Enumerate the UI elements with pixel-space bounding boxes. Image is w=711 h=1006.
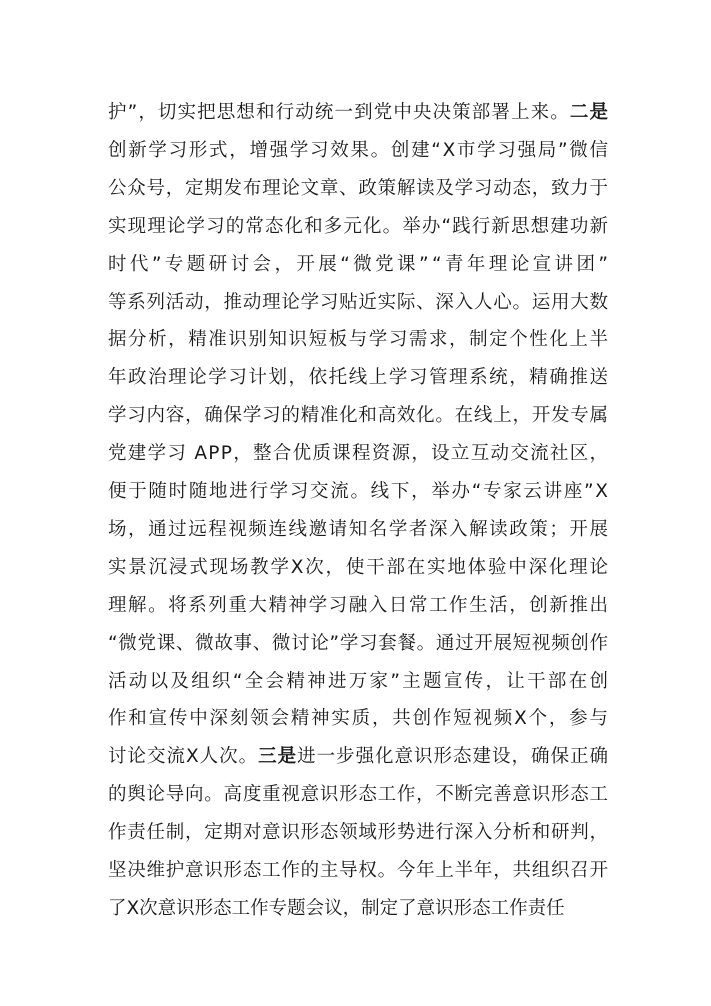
text-segment: 理解。将系列重大精神学习融入日常工作生活，创新推出 [108,594,610,616]
text-line [108,818,608,848]
text-segment: 创新学习形式，增强学习效果。创建“X市学习强局”微信 [108,139,610,161]
text-segment: 坚决维护意识形态工作的主导权。今年上半年，共组织召开 [108,860,609,881]
emphasis-marker: 三是 [258,746,298,768]
text-line [108,250,612,280]
text-segment: 据分析，精准识别知识短板与学习需求，制定个性化上半 [108,329,610,351]
text-line [108,629,608,659]
text-segment: 活动以及组织“全会精神进万家”主题宣传，让干部在创 [108,670,611,692]
text-line [108,439,608,469]
text-line [108,174,608,204]
text-line [108,98,608,128]
text-line [108,894,608,924]
text-segment: 场，通过远程视频连线邀请知名学者深入解读政策；开展 [108,518,610,540]
text-line [108,553,608,583]
text-line [108,288,608,318]
text-line [108,856,608,886]
text-line [108,515,608,545]
text-segment: 讨论交流X人次。 [108,746,259,768]
text-segment: 公众号，定期发布理论文章、政策解读及学习动态，致力于 [108,177,609,199]
text-line [108,667,611,697]
text-line [108,401,608,431]
text-segment: 作责任制，定期对意识形态领域形势进行深入分析和研判， [108,822,609,844]
text-segment: 作和宣传中深刻领会精神实质，共创作短视频X个，参与 [108,708,610,730]
text-segment: 的舆论导向。高度重视意识形态工作，不断完善意识形态工 [108,784,609,806]
text-line [108,742,608,772]
text-segment: 等系列活动，推动理论学习贴近实际、深入人心。运用大数 [108,291,609,313]
text-segment: “微党课、微故事、微讨论”学习套餐。通过开展短视频创作 [108,632,609,654]
text-segment: 党建学习 APP，整合优质课程资源，设立互动交流社区， [108,443,610,465]
text-segment: 护”，切实把思想和行动统一到党中央决策部署上来。 [108,102,570,123]
text-line [108,704,608,734]
text-line [108,477,608,507]
text-segment: 时代”专题研讨会，开展“微党课”“青年理论宣讲团” [108,253,612,275]
text-segment: 实景沉浸式现场教学X次，使干部在实地体验中深化理论 [108,556,610,578]
text-line [108,212,608,242]
text-segment: 了X次意识形态工作专题会议，制定了意识形态工作责任 [108,897,565,919]
text-segment: 学习内容，确保学习的精准化和高效化。在线上，开发专属 [108,405,609,427]
text-line [108,363,608,393]
text-line [108,325,608,355]
text-segment: 便于随时随地进行学习交流。线下，举办“专家云讲座”X [108,481,610,502]
text-segment: 进一步强化意识形态建设，确保正确 [297,746,609,768]
text-segment: 年政治理论学习计划，依托线上学习管理系统，精确推送 [108,367,610,389]
emphasis-marker: 二是 [569,102,610,123]
text-line [108,780,608,810]
text-line [108,136,608,166]
text-line [108,591,608,621]
text-segment: 实现理论学习的常态化和多元化。举办“践行新思想建功新 [108,215,610,237]
